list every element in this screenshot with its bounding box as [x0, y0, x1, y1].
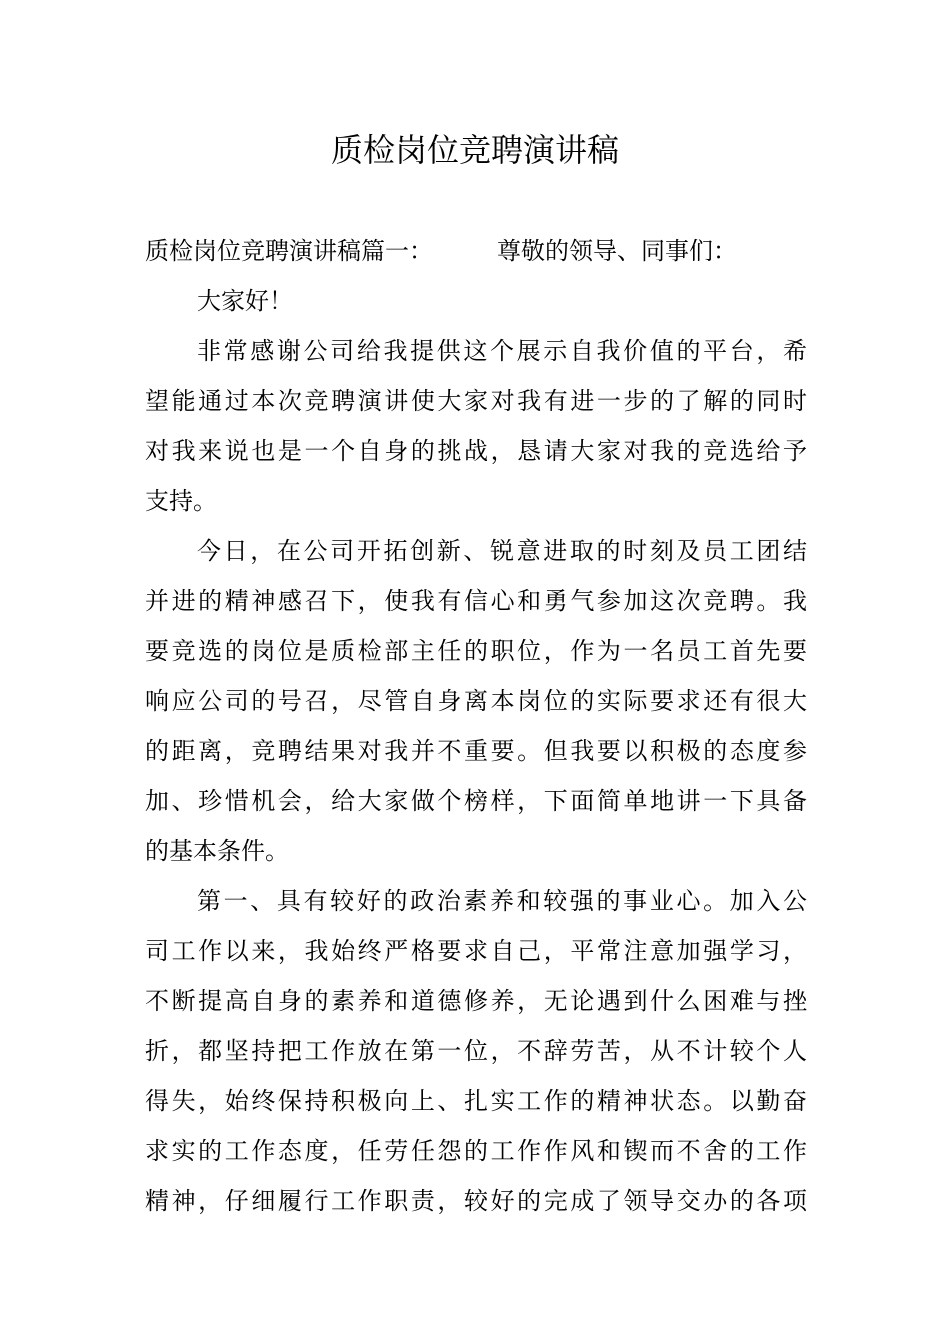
document-title: 质检岗位竞聘演讲稿: [330, 131, 619, 169]
document-body: [145, 226, 807, 1226]
paragraph-line: 精神，仔细履行工作职责，较好的完成了领导交办的各项: [145, 1187, 807, 1215]
greeting: 大家好！: [197, 287, 293, 315]
paragraph-line: 第一、具有较好的政治素养和较强的事业心。加入公: [197, 887, 807, 915]
heading-line: [145, 226, 807, 276]
paragraph-line: 加、珍惜机会，给大家做个榜样，下面简单地讲一下具备: [145, 787, 807, 815]
paragraph-line: 对我来说也是一个自身的挑战，恳请大家对我的竞选给予: [145, 437, 807, 465]
paragraph-line: 得失，始终保持积极向上、扎实工作的精神状态。以勤奋: [145, 1087, 807, 1115]
paragraph-2: [145, 526, 807, 876]
paragraph-line: 响应公司的号召，尽管自身离本岗位的实际要求还有很大: [145, 687, 807, 715]
paragraph-line: 要竞选的岗位是质检部主任的职位，作为一名员工首先要: [145, 637, 807, 665]
paragraph-line: 支持。: [145, 487, 217, 515]
paragraph-1: [145, 326, 807, 526]
paragraph-line: 不断提高自身的素养和道德修养，无论遇到什么困难与挫: [145, 987, 807, 1015]
heading-line-part1: 质检岗位竞聘演讲稿篇一：: [145, 237, 433, 265]
paragraph-line: 的距离，竞聘结果对我并不重要。但我要以积极的态度参: [145, 737, 807, 765]
paragraph-line: 非常感谢公司给我提供这个展示自我价值的平台，希: [197, 337, 807, 365]
paragraph-line: 折，都坚持把工作放在第一位，不辞劳苦，从不计较个人: [145, 1037, 807, 1065]
paragraph-3: [145, 876, 807, 1226]
paragraph-line: 并进的精神感召下，使我有信心和勇气参加这次竞聘。我: [145, 587, 807, 615]
paragraph-line: 今日，在公司开拓创新、锐意进取的时刻及员工团结: [197, 537, 807, 565]
paragraph-line: 求实的工作态度，任劳任怨的工作作风和锲而不舍的工作: [145, 1137, 807, 1165]
paragraph-line: 的基本条件。: [145, 837, 289, 865]
heading-line-part2: 尊敬的领导、同事们：: [497, 237, 737, 265]
paragraph-line: 望能通过本次竞聘演讲使大家对我有进一步的了解的同时: [145, 387, 807, 415]
paragraph-line: 司工作以来，我始终严格要求自己，平常注意加强学习，: [145, 937, 807, 965]
